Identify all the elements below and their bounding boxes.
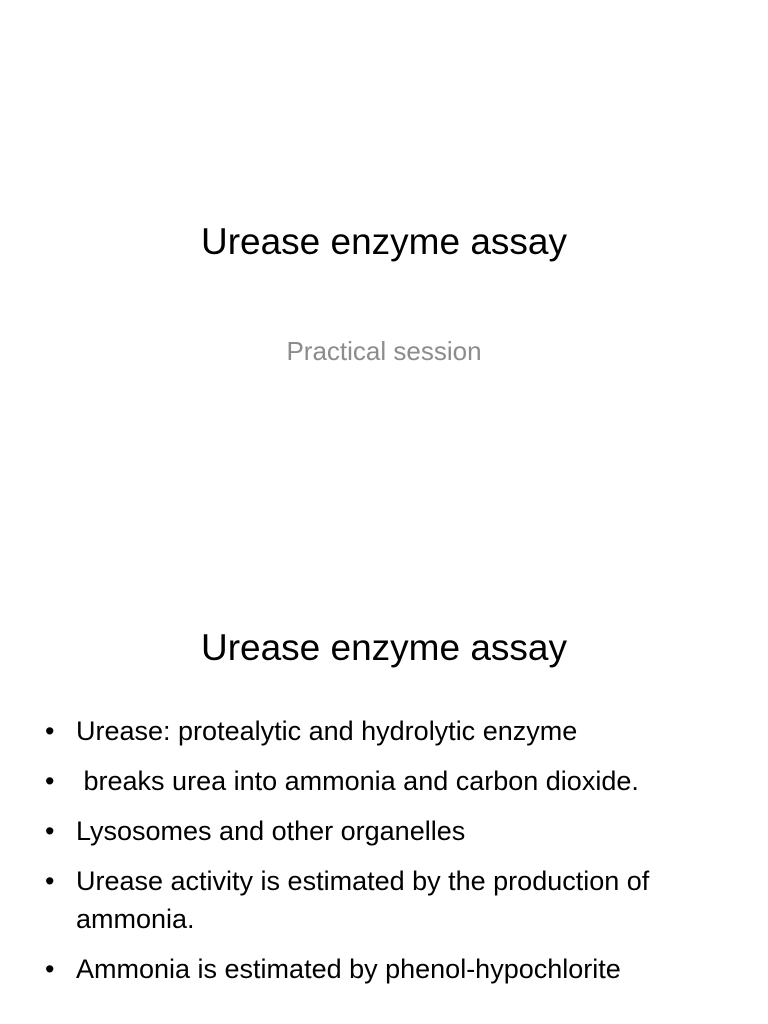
content-slide [0, 576, 768, 1024]
bullet-text: Lysosomes and other organelles [76, 816, 466, 846]
bullet-marker: • [45, 716, 55, 746]
bullet-item [0, 712, 768, 750]
slide-title: Urease enzyme assay [200, 627, 568, 668]
bullet-text: Urease: protealytic and hydrolytic enzyme [76, 716, 578, 746]
bullet-list [0, 712, 768, 1000]
slide-title: Urease enzyme assay [200, 221, 568, 262]
bullet-text: breaks urea into ammonia and carbon dioxide. [76, 766, 639, 796]
bullet-item [0, 950, 768, 988]
slide-subtitle: Practical session [286, 336, 482, 366]
bullet-marker: • [45, 954, 55, 984]
bullet-item [0, 762, 768, 800]
bullet-marker: • [45, 766, 55, 796]
bullet-text: Ammonia is estimated by phenol-hypochlorite [76, 954, 621, 984]
bullet-marker: • [45, 866, 55, 896]
bullet-item [0, 862, 768, 938]
bullet-marker: • [45, 816, 55, 846]
bullet-text: Urease activity is estimated by the production of ammonia. [76, 866, 650, 934]
bullet-item [0, 812, 768, 850]
